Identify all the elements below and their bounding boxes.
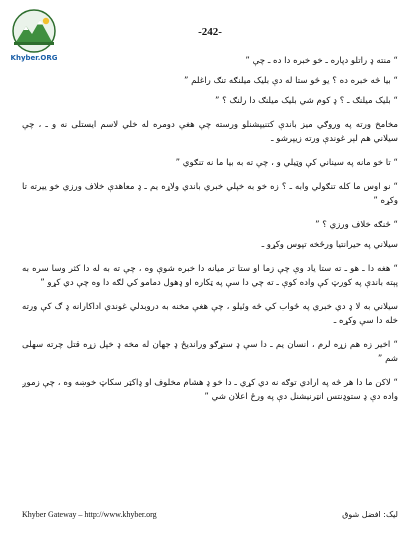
logo-text: Khyber.ORG [10,54,58,62]
footer-author: لیک: افضل شوق [342,510,398,519]
paragraph: “ بيا څه خبره ده ؟ يو څو ستا له دې بليک ميلنګه تنګ راغلم ” [183,76,398,86]
paragraph: “ نو اوس ما کله تنګولي وابه ـ ؟ زه خو به خپلي خبري باندي ولاړه يم ـ ډ معاهدې خلاف ورزي خو ييرته تا وکړه ” [22,182,398,206]
footer-website: Khyber Gateway – http://www.khyber.org [22,510,157,519]
paragraph: سيلاني به لا ډ دي خبري په ځواب کي څه وئيلو ، چې هغې مخنه به دروبدلي غوندي اداکارانه ډ ګ کې ورته خله دا سې وکړه ـ [22,302,398,326]
paragraph: “ هغه دا ـ هو ـ ته ستا ياد وې چې زما او ستا تر ميانه دا خبره شوې وه ، چې ته به له دا کثر وسا سره به پېته باندې په کورټ کې واده کوې ـ ته چي دا سې په ټکاره او ډهول دمامو کي لګه دا وه چې دي کړو ” [22,264,398,288]
paragraph: “ څنګه خلاف ورزي ؟ ” [315,220,398,230]
paragraph: “ بليک ميلنګ ـ ؟ ډ کوم شي بليک ميلنګ دا رلنګ ؟ ” [214,96,398,106]
paragraph: “ لاکن ما دا هر څه په ارادي توګه نه دي کړي ـ دا خو ډ هشام مخلوف او ډاکټر سکاټ خوښه وه ، چې زموږ واده دې ډ ستوډنتس انټرنيشنل دې په ورځ اعلان شي ” [22,378,398,402]
paragraph: “ تا خو مانه په سيناني کې وټيلي و ، چې ته به بيا ما نه تنګوي ” [175,158,398,168]
paragraph: سيلاني په حيرانتيا ورځخه تپوس وکړو ـ [261,240,398,250]
paragraph: مخامخ ورته په وروګي ميز باندې کتنيپشنلو ورسته چې هغې دومره له خلي لاسم ايستلى نه و ـ ، چې سيلاني هم لېر غوندې ورته زيپرشو ـ [22,120,398,144]
paragraph: “ منته ډ راتلو دپاره ـ خو خبره دا ده ـ چې ” [245,56,398,66]
body-text [22,54,398,494]
page-footer [22,510,398,524]
page-number: -242- [198,26,222,38]
paragraph: “ اخير زه هم زړه لرم ، انسان يم ـ دا سې ډ ستړګو ورانديځ ډ جهان له مخه ډ خپل زړه قتل چرته سهلی شم ” [22,340,398,364]
